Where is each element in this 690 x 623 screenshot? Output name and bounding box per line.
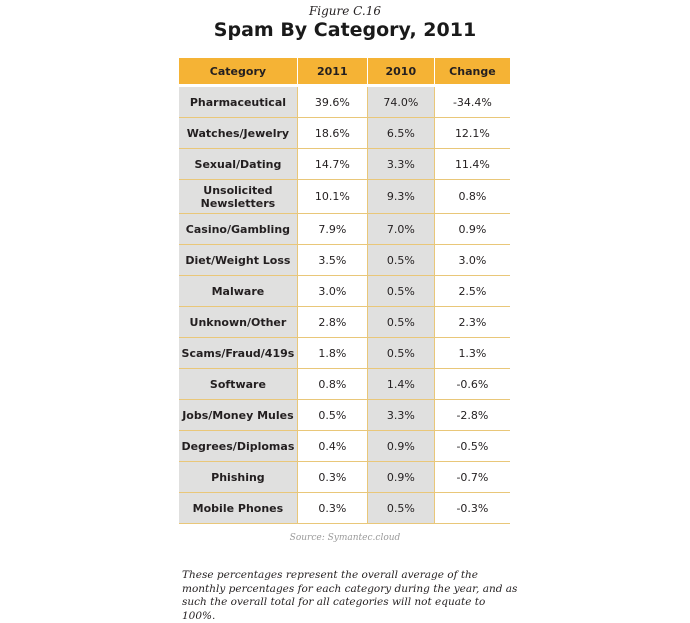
- value-2010-cell: 0.5%: [368, 307, 435, 338]
- value-2011-cell: 0.3%: [298, 462, 368, 493]
- value-2010-cell: 7.0%: [368, 214, 435, 245]
- figure-label: Figure C.16: [308, 4, 382, 18]
- header-change: Change: [435, 58, 510, 87]
- value-2010-cell: 0.9%: [368, 431, 435, 462]
- category-cell: Degrees/Diplomas: [179, 431, 298, 462]
- change-cell: -0.3%: [435, 493, 510, 524]
- value-2010-cell: 0.9%: [368, 462, 435, 493]
- value-2011-cell: 0.8%: [298, 369, 368, 400]
- category-cell: Jobs/Money Mules: [179, 400, 298, 431]
- table-row: [179, 87, 510, 118]
- header-2011: 2011: [298, 58, 368, 87]
- value-2011-cell: 18.6%: [298, 118, 368, 149]
- category-cell: Sexual/Dating: [179, 149, 298, 180]
- footnote: These percentages represent the overall average of the monthly percentages for each category during the year, and as such the overall total for all categories will not equate to 100%.: [182, 569, 518, 622]
- category-cell: Pharmaceutical: [179, 87, 298, 118]
- change-cell: 1.3%: [435, 338, 510, 369]
- category-cell: Mobile Phones: [179, 493, 298, 524]
- table-row: [179, 493, 510, 524]
- table-row: [179, 245, 510, 276]
- category-cell: Unsolicited Newsletters: [179, 180, 298, 214]
- category-cell: Unknown/Other: [179, 307, 298, 338]
- value-2010-cell: 3.3%: [368, 149, 435, 180]
- category-cell: Software: [179, 369, 298, 400]
- value-2010-cell: 1.4%: [368, 369, 435, 400]
- table-row: [179, 276, 510, 307]
- value-2010-cell: 0.5%: [368, 338, 435, 369]
- value-2010-cell: 6.5%: [368, 118, 435, 149]
- value-2011-cell: 3.5%: [298, 245, 368, 276]
- category-cell: Casino/Gambling: [179, 214, 298, 245]
- change-cell: 0.9%: [435, 214, 510, 245]
- table-row: [179, 118, 510, 149]
- value-2010-cell: 74.0%: [368, 87, 435, 118]
- table-row: [179, 214, 510, 245]
- category-cell: Watches/Jewelry: [179, 118, 298, 149]
- source-caption: Source: Symantec.cloud: [289, 533, 401, 543]
- table-row: [179, 307, 510, 338]
- value-2011-cell: 0.3%: [298, 493, 368, 524]
- category-cell: Malware: [179, 276, 298, 307]
- value-2011-cell: 14.7%: [298, 149, 368, 180]
- value-2011-cell: 7.9%: [298, 214, 368, 245]
- table-row: [179, 180, 510, 214]
- table-row: [179, 338, 510, 369]
- category-cell: Phishing: [179, 462, 298, 493]
- table-row: [179, 462, 510, 493]
- spam-category-table: [179, 58, 510, 524]
- header-2010: 2010: [368, 58, 435, 87]
- value-2010-cell: 0.5%: [368, 245, 435, 276]
- value-2011-cell: 0.5%: [298, 400, 368, 431]
- value-2011-cell: 0.4%: [298, 431, 368, 462]
- change-cell: 2.3%: [435, 307, 510, 338]
- value-2010-cell: 0.5%: [368, 493, 435, 524]
- value-2011-cell: 10.1%: [298, 180, 368, 214]
- table-row: [179, 431, 510, 462]
- category-cell: Scams/Fraud/419s: [179, 338, 298, 369]
- change-cell: -0.5%: [435, 431, 510, 462]
- change-cell: 0.8%: [435, 180, 510, 214]
- change-cell: -2.8%: [435, 400, 510, 431]
- change-cell: 3.0%: [435, 245, 510, 276]
- value-2011-cell: 2.8%: [298, 307, 368, 338]
- change-cell: -0.6%: [435, 369, 510, 400]
- change-cell: -0.7%: [435, 462, 510, 493]
- value-2011-cell: 1.8%: [298, 338, 368, 369]
- page-title: Spam By Category, 2011: [213, 19, 477, 41]
- table-header-row: [179, 58, 510, 87]
- value-2011-cell: 39.6%: [298, 87, 368, 118]
- change-cell: -34.4%: [435, 87, 510, 118]
- category-cell: Diet/Weight Loss: [179, 245, 298, 276]
- value-2010-cell: 3.3%: [368, 400, 435, 431]
- table-row: [179, 400, 510, 431]
- change-cell: 11.4%: [435, 149, 510, 180]
- value-2011-cell: 3.0%: [298, 276, 368, 307]
- table-row: [179, 149, 510, 180]
- value-2010-cell: 9.3%: [368, 180, 435, 214]
- value-2010-cell: 0.5%: [368, 276, 435, 307]
- header-category: Category: [179, 58, 298, 87]
- table-row: [179, 369, 510, 400]
- change-cell: 2.5%: [435, 276, 510, 307]
- change-cell: 12.1%: [435, 118, 510, 149]
